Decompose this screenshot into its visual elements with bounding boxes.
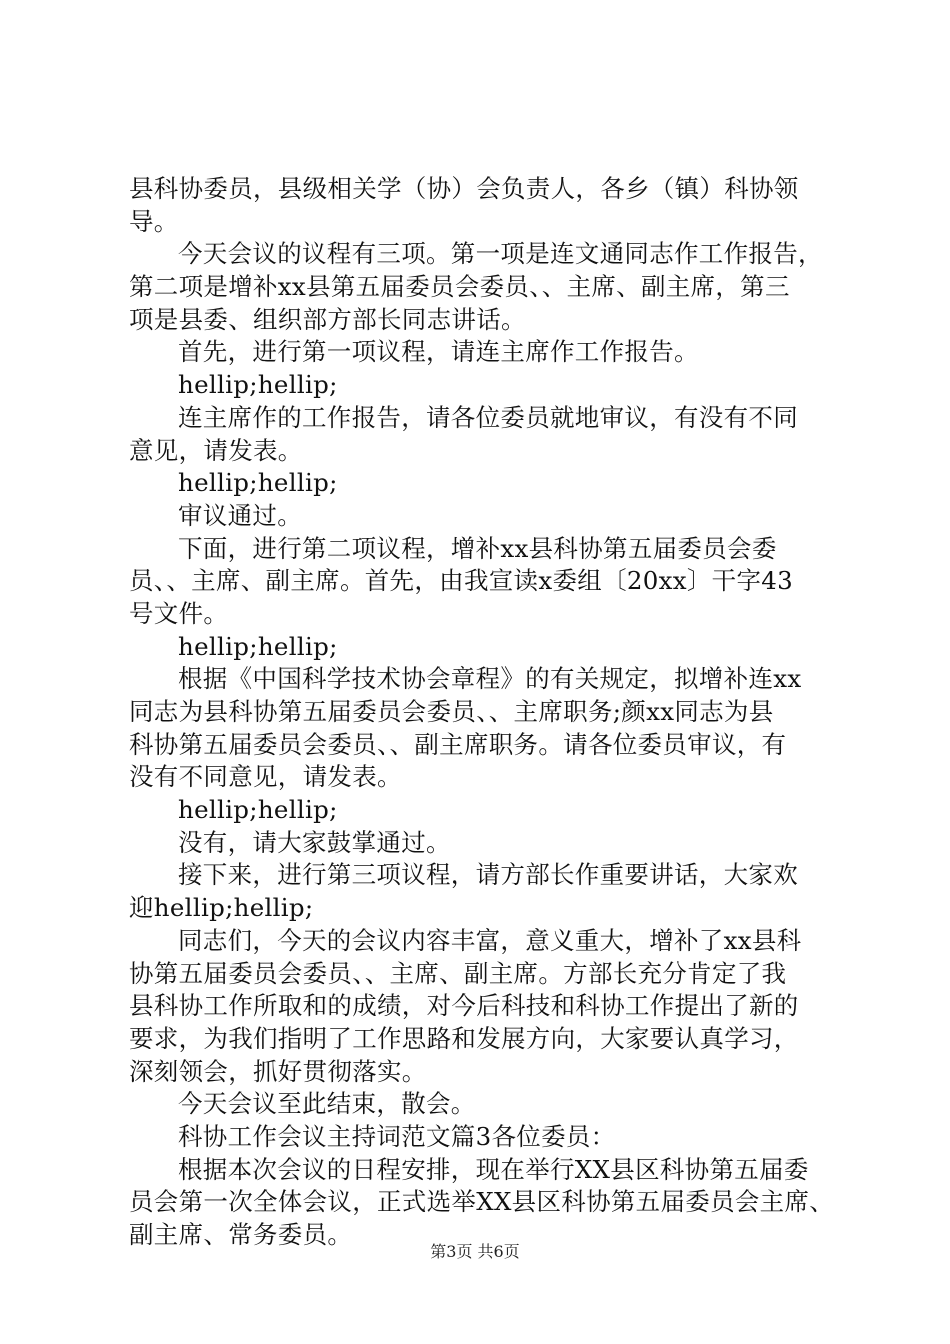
text-line: 同志们，今天的会议内容丰富，意义重大，增补了xx县科 — [178, 925, 802, 955]
text-line: 首先，进行第一项议程，请连主席作工作报告。 — [178, 337, 699, 367]
text-line: 员、、主席、副主席。首先，由我宣读x委组〔20xx〕干字43 — [129, 566, 794, 596]
text-line: 同志为县科协第五届委员会委员、、主席职务;颜xx同志为县 — [129, 697, 774, 726]
text-line: hellip;hellip; — [178, 631, 338, 661]
text-line: 科协工作会议主持词范文篇3各位委员： — [178, 1121, 616, 1151]
text-line: 县科协工作所取和的成绩，对今后科技和科协工作提出了新的 — [129, 991, 799, 1021]
text-line: 意见，请发表。 — [129, 435, 303, 465]
text-line: 接下来，进行第三项议程，请方部长作重要讲话，大家欢 — [178, 860, 798, 890]
text-line: hellip;hellip; — [178, 468, 338, 498]
text-line: 协第五届委员会委员、、主席、副主席。方部长充分肯定了我 — [129, 958, 787, 988]
text-line: 迎hellip;hellip; — [129, 893, 314, 923]
text-line: 副主席、常务委员。 — [129, 1220, 353, 1249]
text-line: 根据本次会议的日程安排，现在举行XX县区科协第五届委 — [178, 1154, 809, 1184]
text-line: 项是县委、组织部方部长同志讲话。 — [129, 304, 526, 334]
text-line: 深刻领会，抓好贯彻落实。 — [129, 1056, 427, 1086]
text-line: 号文件。 — [129, 598, 229, 628]
document-body — [129, 173, 844, 1252]
text-line: 县科协委员，县级相关学（协）会负责人，各乡（镇）科协领 — [129, 174, 799, 203]
text-line: 根据《中国科学技术协会章程》的有关规定，拟增补连xx — [178, 664, 802, 694]
text-line: 审议通过。 — [178, 500, 302, 530]
text-line: 科协第五届委员会委员、、副主席职务。请各位委员审议，有 — [129, 729, 787, 759]
text-line: hellip;hellip; — [178, 370, 338, 400]
text-line: hellip;hellip; — [178, 795, 338, 825]
text-line: 连主席作的工作报告，请各位委员就地审议，有没有不同 — [178, 402, 798, 432]
text-line: 导。 — [129, 206, 179, 236]
text-line: 没有，请大家鼓掌通过。 — [178, 827, 451, 857]
text-line: 下面，进行第二项议程，增补xx县科协第五届委员会委 — [178, 533, 777, 563]
text-line: 员会第一次全体会议，正式选举XX县区科协第五届委员会主席、 — [129, 1187, 835, 1217]
text-line: 没有不同意见，请发表。 — [129, 762, 402, 792]
page-footer: 第3页 共6页 — [430, 1242, 520, 1261]
text-line: 要求，为我们指明了工作思路和发展方向，大家要认真学习， — [129, 1023, 799, 1053]
text-line: 今天会议至此结束，散会。 — [178, 1089, 476, 1119]
text-line: 今天会议的议程有三项。第一项是连文通同志作工作报告， — [178, 239, 823, 269]
text-line: 第二项是增补xx县第五届委员会委员、、主席、副主席，第三 — [129, 272, 790, 302]
